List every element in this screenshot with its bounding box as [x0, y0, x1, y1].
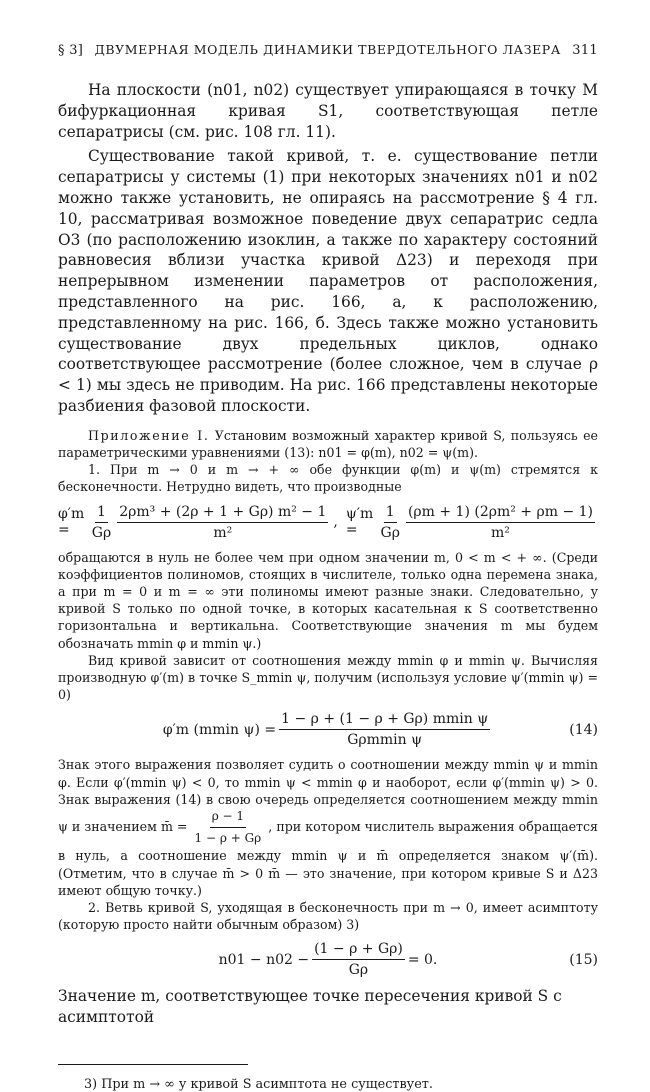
equation-15 [58, 941, 598, 978]
appendix-intro [58, 427, 598, 461]
page-number: 311 [572, 43, 598, 58]
f15-right: = 0. [407, 951, 438, 968]
fraction-14: $\frac{\text{1 − ρ + (1 − ρ + Gρ) mmin ψ}}{\text{Gρmmin ψ}}$ [281, 711, 489, 749]
paragraph-curve-kind: Вид кривой зависит от соотношения между mmin φ и mmin ψ. Вычисляя производную φ′(m) в точке S_mmin ψ, получим (используя условие ψ′(mmin ψ) = 0) [58, 652, 598, 703]
fraction-coef-2: $\frac{1}{G\rho}$ [380, 503, 400, 541]
fraction-mbar: $\frac{\rho - 1}{1 - \rho + G\rho}$ [194, 809, 262, 846]
equation-number-15: (15) [569, 951, 598, 968]
paragraph-bifurcation: На плоскости (n01, n02) существует упирающаяся в точку M бифуркационная кривая S1, соответствующая петле сепаратрисы (см. рис. 108 гл. 11). [58, 81, 598, 141]
fraction-coef: $\frac{1}{G\rho}$ [91, 503, 112, 541]
running-header [58, 42, 598, 58]
paragraph-separatrix-loop: Существование такой кривой, т. е. существование петли сепаратрисы у системы (1) при некоторых значениях n01 и n02 можно также установить, не опираясь на рассмотрение § 4 гл. 10, рассматривая возможное поведение двух сепаратрис седла O3 (по расположению изоклин, а также по характеру состояний равновесия вблизи участка кривой Δ23) и переходя при непрерывном изменении параметров от расположения, представленного на рис. 166, a, к расположению, представленному на рис. 166, б. Здесь также можно установить существование двух предельных циклов, однако соответствующее рассмотрение (более сложное, чем в случае ρ < 1) мы здесь не приводим. На рис. 166 представлены некоторые разбиения фазовой плоскости. [58, 147, 598, 415]
paragraph-last: Значение m, соответствующее точке пересечения кривой S с асимптотой [58, 987, 562, 1027]
item-1: 1. При m → 0 и m → + ∞ обе функции φ(m) и ψ(m) стремятся к бесконечности. Нетрудно видеть, что производные [58, 462, 598, 495]
fraction-phi: $\frac{\text{2ρm³ + (2ρ + 1 + Gρ) m² − 1}}{\text{m²}}$ [119, 503, 327, 541]
paragraph-sign: Знак этого выражения позволяет судить о соотношении между mmin ψ и mmin φ. Если φ′(mmin ψ) < 0, то mmin ψ < mmin φ и наоборот, если φ′(mmin ψ) > 0. Знак выражения (14) в свою очередь определяется соотношением между mmin ψ и значением m̄ = $\frac{\rho - 1}{1 - \rho + G\rho}$ , при котором числитель выражения обращается в нуль, а соотношение между mmin ψ и m̄ определяется знаком ψ′(m̄). (Отметим, что в случае m̄ > 0 m̄ — это значение, при котором кривые S и Δ23 имеют общую точку.) [58, 757, 599, 898]
appendix-text: Установим возможный характер кривой S, пользуясь ее параметрическими уравнениями (13): n01 = φ(m), n02 = ψ(m). [58, 427, 598, 460]
equation-14 [58, 711, 598, 748]
section-mark: § 3] [58, 43, 84, 58]
paragraph-zeros: обращаются в нуль не более чем при одном значении m, 0 < m < + ∞. (Среди коэффициентов полиномов, стоящих в числителе, только одна перемена знака, а при m = 0 и m = ∞ эти полиномы имеют разные знаки. Следовательно, у кривой S только по одной точке, в которых касательная к S соответственно горизонтальна и вертикальна. Соответствующие значения m мы будем обозначать mmin φ и mmin ψ.) [58, 549, 598, 651]
f14-left: φ′m (mmin ψ) = [162, 721, 277, 738]
fraction-15: $\frac{(1 - \rho + G\rho)}{G\rho}$ [314, 941, 403, 979]
page [58, 42, 598, 1092]
equation-number-14: (14) [569, 721, 598, 738]
f15-left: n01 − n02 − [218, 951, 310, 968]
derivatives-formula: φ′m = $\frac{1}{G\rho}$ $\frac{\text{2ρm³ + (2ρ + 1 + Gρ) m² − 1}}{\text{m²}}$ , ψ′m = $\frac{1}{G\rho}$ $\frac{\text{(ρm + 1) (2ρm² + ρm − 1)}}{\text{m²}}$ [58, 503, 593, 541]
phi-prime-label: φ′m = [58, 506, 85, 539]
item-2: 2. Ветвь кривой S, уходящая в бесконечность при m → 0, имеет асимптоту (которую просто найти обычным образом) 3) [58, 900, 598, 933]
fraction-psi: $\frac{\text{(ρm + 1) (2ρm² + ρm − 1)}}{\text{m²}}$ [407, 503, 593, 541]
appendix-label: Приложение I. [88, 427, 210, 443]
psi-prime-label: ψ′m = [345, 506, 374, 539]
footnote-rule [58, 1064, 248, 1065]
footnote: 3) При m → ∞ у кривой S асимптота не существует. [84, 1077, 433, 1092]
running-title: ДВУМЕРНАЯ МОДЕЛЬ ДИНАМИКИ ТВЕРДОТЕЛЬНОГО ЛАЗЕРА [94, 42, 561, 57]
